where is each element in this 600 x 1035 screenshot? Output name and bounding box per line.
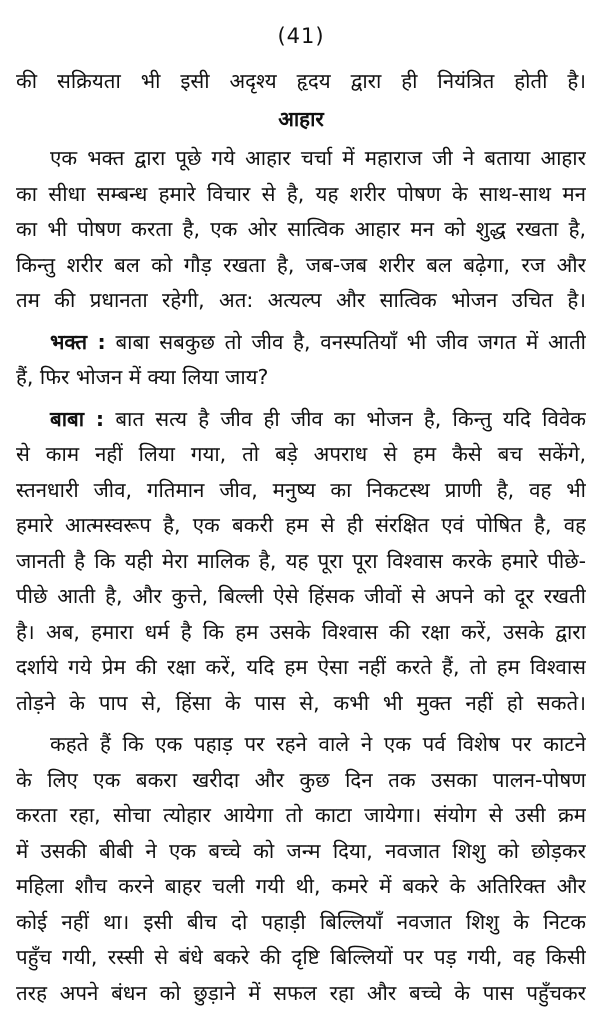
text-line: तम की प्रधानता रहेगी, अत: अत्यल्प और सात्विक भोजन उचित है। — [16, 288, 586, 312]
text-line: है। अब, हमारा धर्म है कि हम उसके विश्वास की रक्षा करें, उसके द्वारा — [16, 619, 586, 644]
text-line: की सक्रियता भी इसी अदृश्य हृदय द्वारा ही नियंत्रित होती है। — [16, 69, 586, 93]
text-line — [16, 402, 586, 438]
speaker-label-bhakt: भक्त : — [50, 329, 106, 354]
text-line: का सीधा सम्बन्ध हमारे विचार से है, यह शरीर पोषण के साथ-साथ मन — [16, 181, 586, 206]
paragraph-bhakt — [16, 325, 586, 396]
text-line: एक भक्त द्वारा पूछे गये आहार चर्चा में महाराज जी ने बताया आहार — [50, 146, 586, 170]
text-line — [16, 325, 586, 361]
text-line: पहुँच गयी, रस्सी से बंधे बकरे की दृष्टि बिल्लियों पर पड़ गयी, वह किसी — [16, 945, 586, 969]
paragraph-aahaar — [16, 141, 586, 319]
page-number: (41) — [277, 24, 325, 48]
text-line: हमारे आत्मस्वरूप है, एक बकरी हम से ही संरक्षित एवं पोषित है, वह — [16, 513, 586, 537]
text-line: करता रहा, सोचा त्योहार आयेगा तो काटा जायेगा। संयोग से उसी क्रम — [16, 803, 586, 827]
text-line: तोड़ने के पाप से, हिंसा के पास से, कभी भी मुक्त नहीं हो सकते। — [16, 690, 586, 715]
text-line: पीछे आती है, और कुत्ते, बिल्ली ऐसे हिंसक जीवों से अपने को दूर रखती — [16, 584, 586, 608]
dialogue-text: बाबा सबकुछ तो जीव है, वनस्पतियाँ भी जीव जगत में आती — [105, 329, 586, 354]
text-line: के लिए एक बकरा खरीदा और कुछ दिन तक उसका पालन-पोषण — [16, 767, 586, 792]
text-line: महिला शौच करने बाहर चली गयी थी, कमरे में बकरे के अतिरिक्त और — [16, 874, 586, 898]
text-line: दर्शाये गये प्रेम की रक्षा करें, यदि हम ऐसा नहीं करते हैं, तो हम विश्वास — [16, 655, 586, 679]
section-heading: आहार — [278, 106, 324, 131]
text-line: कहते हैं कि एक पहाड़ पर रहने वाले ने एक पर्व विशेष पर काटने — [50, 732, 586, 756]
paragraph-story — [16, 727, 586, 1011]
text-line: किन्तु शरीर बल को गौड़ रखता है, जब-जब शरीर बल बढ़ेगा, रज और — [16, 252, 586, 277]
text-line: से काम नहीं लिया गया, तो बड़े अपराध से हम कैसे बच सकेंगे, — [16, 442, 586, 466]
text-line: तरह अपने बंधन को छुड़ाने में सफल रहा और बच्चे के पास पहुँचकर — [16, 980, 586, 1005]
paragraph-baba — [16, 402, 586, 722]
dialogue-text: बात सत्य है जीव ही जीव का भोजन है, किन्तु यदि विवेक — [104, 406, 586, 431]
text-line: स्तनधारी जीव, गतिमान जीव, मनुष्य का निकटस्थ प्राणी है, वह भी — [16, 477, 586, 502]
text-line: में उसकी बीबी ने एक बच्चे को जन्म दिया, नवजात शिशु को छोड़कर — [16, 838, 586, 863]
text-line: हैं, फिर भोजन में क्या लिया जाय? — [16, 365, 269, 389]
speaker-label-baba: बाबा : — [50, 406, 105, 431]
text-line: का भी पोषण करता है, एक ओर सात्विक आहार मन को शुद्ध रखता है, — [16, 217, 586, 241]
text-line: कोई नहीं था। इसी बीच दो पहाड़ी बिल्लियाँ नवजात शिशु के निटक — [16, 909, 586, 934]
text-line: जानती है कि यही मेरा मालिक है, यह पूरा पूरा विश्वास करके हमारे पीछे- — [16, 548, 586, 573]
